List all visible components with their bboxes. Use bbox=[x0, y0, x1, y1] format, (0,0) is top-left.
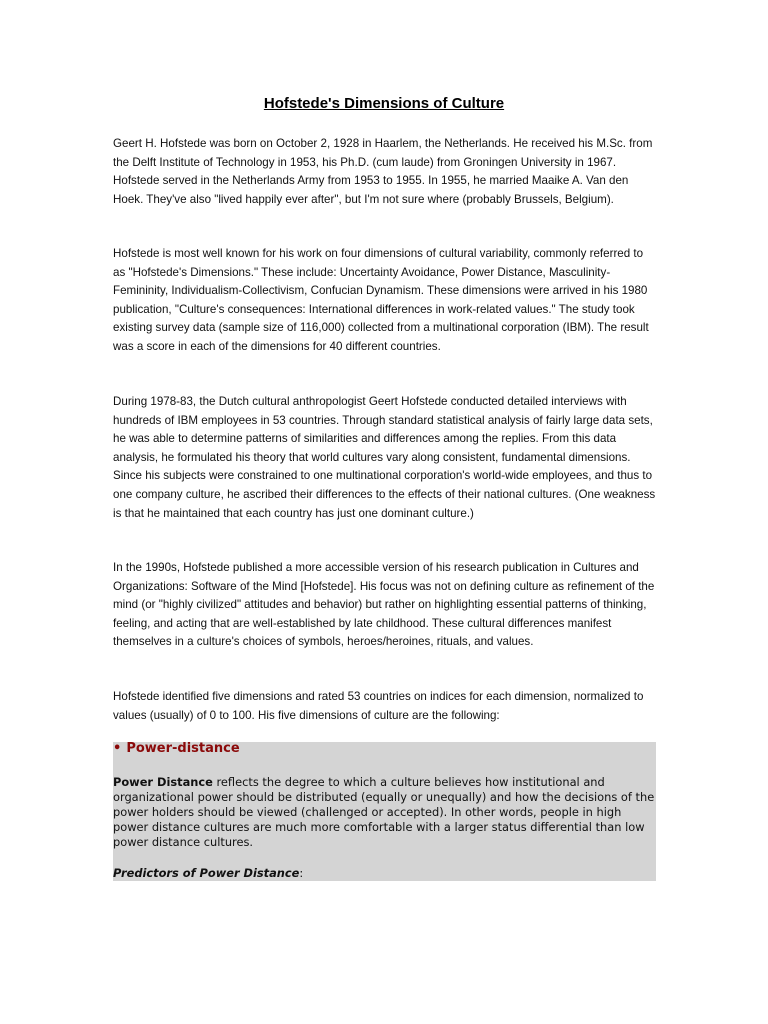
paragraph-five-dimensions-intro: Hofstede identified five dimensions and rated 53 countries on indices for each dimension, normalized to values (usually) of 0 to 100. His five dimensions of culture are the following: bbox=[113, 690, 644, 722]
power-distance-heading-text: Power-distance bbox=[126, 741, 240, 756]
predictors-subheading bbox=[113, 866, 303, 881]
predictors-subheading-text: Predictors of Power Distance bbox=[113, 866, 300, 880]
paragraph-dimensions-overview: Hofstede is most well known for his work on four dimensions of cultural variability, commonly referred to as "Hofstede's Dimensions." These include: Uncertainty Avoidance, Power Distance, Masculinity-Femininity, Individualism-Collectivism, Confucian Dynamism. These dimensions were arrived in his 1980 publication, "Culture's consequences: International differences in work-related values." The study took existing survey data (sample size of 116,000) collected from a multinational corporation (IBM). The result was a score in each of the dimensions for 40 different countries. bbox=[113, 247, 649, 353]
power-distance-term: Power Distance bbox=[113, 775, 213, 789]
paragraph-biography: Geert H. Hofstede was born on October 2, 1928 in Haarlem, the Netherlands. He received his M.Sc. from the Delft Institute of Technology in 1953, his Ph.D. (cum laude) from Groningen University in 1967. Hofstede served in the Netherlands Army from 1953 to 1955. In 1955, he married Maaike A. Van den Hoek. They've also "lived happily ever after", but I'm not sure where (probably Brussels, Belgium). bbox=[113, 137, 653, 206]
power-distance-definition-text: reflects the degree to which a culture believes how institutional and organizational power should be distributed (equally or unequally) and how the decisions of the power holders should be viewed (challenged or accepted). In other words, people in high power distance cultures are much more comfortable with a larger status differential than low power distance cultures. bbox=[113, 775, 655, 849]
paragraph-1990s-publication: In the 1990s, Hofstede published a more accessible version of his research publication in Cultures and Organizations: Software of the Mind [Hofstede]. His focus was not on defining culture as refinement of the mind (or "highly civilized" attitudes and behavior) but rather on highlighting essential patterns of thinking, feeling, and acting that are well-established by late childhood. These cultural differences manifest themselves in a culture's choices of symbols, heroes/heroines, rituals, and values. bbox=[113, 561, 655, 649]
power-distance-definition bbox=[113, 775, 658, 850]
power-distance-heading bbox=[113, 741, 240, 756]
predictors-subheading-colon: : bbox=[299, 866, 304, 880]
document-title: Hofstede's Dimensions of Culture bbox=[263, 95, 505, 112]
bullet-marker: • bbox=[113, 741, 122, 756]
paragraph-ibm-study: During 1978-83, the Dutch cultural anthropologist Geert Hofstede conducted detailed interviews with hundreds of IBM employees in 53 countries. Through standard statistical analysis of fairly large data sets, he was able to determine patterns of similarities and differences among the replies. From this data analysis, he formulated his theory that world cultures vary along consistent, fundamental dimensions. Since his subjects were constrained to one multinational corporation's world-wide employees, and thus to one company culture, he ascribed their differences to the effects of their national cultures. (One weakness is that he maintained that each country has just one dominant culture.) bbox=[113, 395, 656, 520]
